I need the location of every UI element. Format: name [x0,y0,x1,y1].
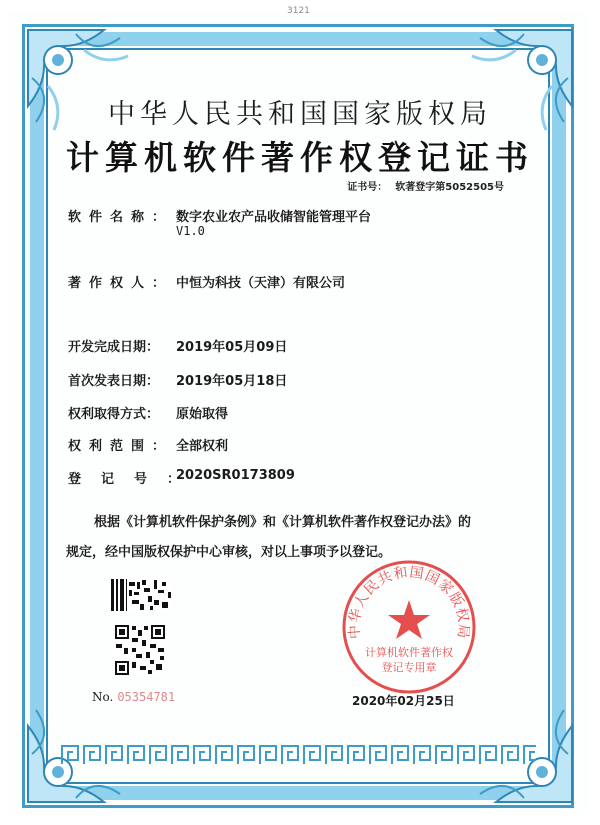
certificate-number-value: 软著登字第5052505号 [395,182,504,193]
barcode-icon [110,578,172,612]
field-value: 全部权利 [176,439,229,454]
field-label: 权利范围： [68,439,174,454]
field-label: 首次发表日期： [68,374,160,389]
handwritten-mark: 3121 [287,6,310,16]
issuing-authority: 中华人民共和国国家版权局 [108,99,492,130]
seal-center-line: 登记专用章 [381,661,437,674]
field-value: 2020SR0173809 [176,468,295,483]
certificate-number [347,178,504,193]
field-value: 2019年05月18日 [176,374,288,389]
serial-number [92,690,175,704]
seal-ring-text: 中华人民共和国国家版权局 [346,564,472,640]
certificate-title: 计算机软件著作权登记证书 [66,138,534,177]
field-value: 2019年05月09日 [176,340,288,355]
field-label: 权利取得方式： [68,407,160,422]
seal-center-line: 计算机软件著作权 [365,646,453,659]
greek-key-border-icon [60,744,536,766]
field-label: 登记号： [68,472,201,487]
serial-label: No. [92,690,114,704]
field-value: 原始取得 [176,407,229,422]
serial-value: 05354781 [117,690,176,704]
qr-code-icon [114,624,166,676]
official-seal-icon [340,558,478,696]
field-label: 著作权人： [68,276,174,291]
field-value: 数字农业农产品收储智能管理平台 [176,210,372,225]
field-value: 中恒为科技（天津）有限公司 [176,276,346,291]
certificate-number-label: 证书号： [347,182,388,193]
issue-date: 2020年02月25日 [352,694,455,708]
field-label: 软件名称： [68,210,174,225]
software-version: V1.0 [176,224,205,238]
declaration-line: 根据《计算机软件保护条例》和《计算机软件著作权登记办法》的 [94,515,472,530]
declaration-line: 规定，经中国版权保护中心审核，对以上事项予以登记。 [66,545,392,560]
field-label: 开发完成日期： [68,340,160,355]
